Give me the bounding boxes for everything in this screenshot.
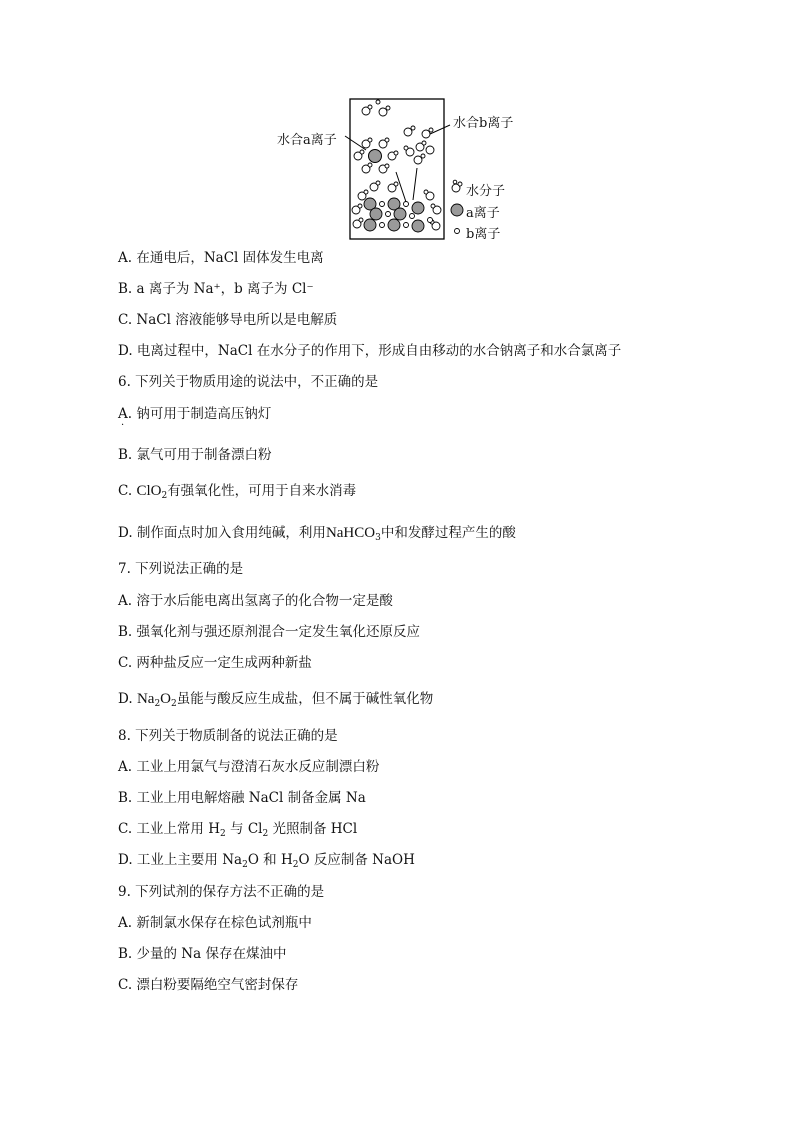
crystal-lattice: [364, 198, 433, 232]
q7-option-b: B. 强氧化剂与强还原剂混合一定发生氧化还原反应: [118, 624, 421, 640]
q7d-formula-na: Na: [136, 691, 155, 707]
q8-option-c: [118, 820, 357, 843]
q9-option-c: C. 漂白粉要隔绝空气密封保存: [118, 977, 299, 993]
q6c-suffix: 有强氧化性，可用于自来水消毒: [167, 483, 357, 499]
q8c-mid: 与 Cl: [225, 821, 263, 837]
q6c-prefix: C.: [118, 483, 137, 499]
q8d-mid: O 和 H: [247, 852, 293, 868]
stray-dot: ·: [121, 420, 125, 431]
q6-option-d: [118, 524, 516, 547]
q8d-prefix: D. 工业上主要用 Na: [118, 852, 243, 868]
q6d-formula: NaHCO: [325, 525, 376, 541]
q7-option-c: C. 两种盐反应一定生成两种新盐: [118, 655, 312, 671]
q8c-prefix: C. 工业上常用 H: [118, 821, 220, 837]
q8-option-b: B. 工业上用电解熔融 NaCl 制备金属 Na: [118, 790, 366, 806]
q7-stem: 7. 下列说法正确的是: [118, 561, 244, 577]
q8-option-a: A. 工业上用氯气与澄清石灰水反应制漂白粉: [118, 759, 380, 775]
q7-option-d: [118, 690, 433, 713]
q8c-sub1: 2: [220, 829, 226, 839]
q6c-sub: 2: [161, 491, 168, 501]
q5-option-d: D. 电离过程中，NaCl 在水分子的作用下，形成自由移动的水合钠离子和水合氯离子: [118, 343, 622, 359]
label-hydrated-b: 水合b离子: [453, 116, 514, 131]
q5-option-c: C. NaCl 溶液能够导电所以是电解质: [118, 312, 338, 328]
q6d-sub: 3: [375, 533, 381, 543]
q8d-sub1: 2: [242, 860, 248, 870]
q6-stem: 6. 下列关于物质用途的说法中，不正确的是: [118, 374, 379, 390]
label-hydrated-a: 水合a离子: [277, 133, 337, 148]
q6-option-b: B. 氯气可用于制备漂白粉: [118, 447, 272, 463]
hydrated-a-ion: [369, 150, 382, 163]
q7d-sub1: 2: [154, 699, 161, 709]
legend-water: 水分子: [466, 184, 506, 199]
q8c-sub2: 2: [262, 829, 269, 839]
q9-option-b: B. 少量的 Na 保存在煤油中: [118, 946, 287, 962]
q6-option-c: [118, 482, 356, 505]
q7d-formula-o: O: [160, 691, 172, 707]
q7-option-a: A. 溶于水后能电离出氢离子的化合物一定是酸: [118, 593, 393, 609]
legend-icons: [451, 180, 463, 233]
q5-option-b: B. a 离子为 Na⁺，b 离子为 Cl⁻: [118, 281, 314, 297]
q8d-sub2: 2: [292, 860, 299, 870]
legend-b-ion: b离子: [466, 227, 501, 242]
q6d-prefix: D. 制作面点时加入食用纯碱，利用: [118, 525, 326, 541]
ion-hydration-diagram: [270, 92, 530, 244]
q9-option-a: A. 新制氯水保存在棕色试剂瓶中: [118, 915, 312, 931]
q8c-suffix: 光照制备 HCl: [268, 821, 358, 837]
q7d-suffix: 虽能与酸反应生成盐，但不属于碱性氧化物: [176, 691, 434, 707]
legend-a-ion: a离子: [466, 206, 500, 221]
q6d-suffix: 中和发酵过程产生的酸: [380, 525, 516, 541]
q9-stem: 9. 下列试剂的保存方法不正确的是: [118, 884, 325, 900]
q5-option-a: A. 在通电后，NaCl 固体发生电离: [118, 250, 324, 266]
q8d-suffix: O 反应制备 NaOH: [298, 852, 415, 868]
q6c-formula: ClO: [136, 483, 162, 499]
q7d-sub2: 2: [171, 699, 177, 709]
q8-option-d: [118, 851, 415, 874]
q7d-prefix: D.: [118, 691, 137, 707]
q8-stem: 8. 下列关于物质制备的说法正确的是: [118, 728, 338, 744]
q6-option-a: A. 钠可用于制造高压钠灯: [118, 406, 272, 422]
